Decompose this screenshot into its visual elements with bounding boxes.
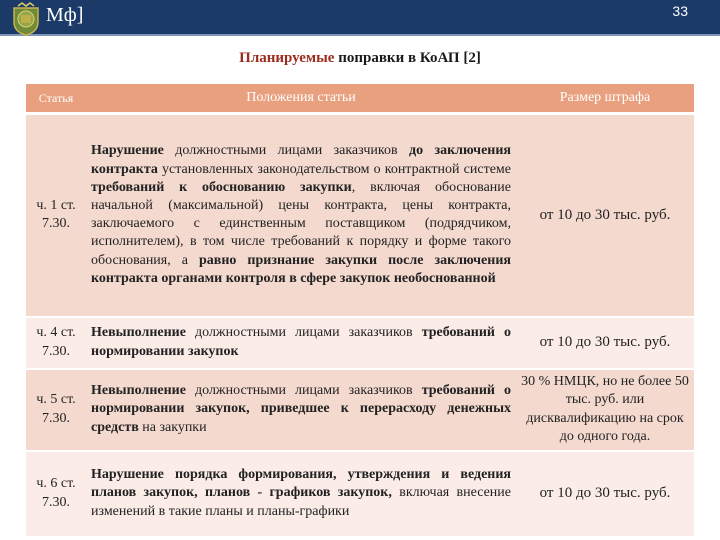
brand-logo-text: Мф] [46,4,84,26]
provision-text: Нарушение [91,143,176,159]
provision-text: , включая обоснование начальной (максимальной) цены контракта, цены контракта, заключаемого с единственным поставщиком (подрядчиком, исполнителем), в том числе требований к порядку и форме такого обоснования, а [91,179,511,268]
table-row [26,451,694,537]
article-cell: ч. 6 ст. 7.30. [26,451,86,537]
table-header-row [26,84,694,114]
top-bar-divider [0,34,720,36]
fine-cell: от 10 до 30 тыс. руб. [516,451,694,537]
table-row [26,317,694,369]
provision-text: требований о нормировании закупок, приведшее к перерасходу денежных средств [91,383,511,435]
provision-text: установленных законодательством о контрактной системе [162,161,511,177]
provision-text: должностными лицами заказчиков [195,325,422,341]
provision-cell [86,317,516,369]
provision-cell [86,451,516,537]
provision-text: должностными лицами заказчиков [175,143,409,159]
provision-text: должностными лицами заказчиков [195,383,422,399]
provision-cell [86,114,516,317]
provision-text: Нарушение порядка формирования, утверждения и ведения планов закупок, планов - графиков закупок, [91,467,511,501]
article-cell: ч. 1 ст. 7.30. [26,114,86,317]
header-provision: Положения статьи [86,84,516,114]
page-number: 33 [672,3,688,19]
article-cell: ч. 4 ст. 7.30. [26,317,86,369]
provision-cell [86,369,516,451]
fine-cell: 30 % НМЦК, но не более 50 тыс. руб. или дисквалификацию на срок до одного года. [516,369,694,451]
provision-text: на закупки [142,419,207,435]
table-row [26,369,694,451]
provision-text: Невыполнение [91,383,195,399]
fine-cell: от 10 до 30 тыс. руб. [516,114,694,317]
provision-text: равно признание закупки после заключения контракта органами контроля в сфере закупок необоснованной [91,252,511,286]
provision-text: до заключения контракта [91,143,511,177]
title-accent: Планируемые [239,50,335,66]
table-row [26,114,694,317]
header-article: Статья [26,84,86,114]
provision-text: Невыполнение [91,325,195,341]
provision-text: требований о нормировании закупок [91,325,511,359]
amendments-table [26,84,694,538]
article-cell: ч. 5 ст. 7.30. [26,369,86,451]
provision-text: включая внесение изменений в такие планы и планы-графики [91,485,511,519]
provision-text: требований к обоснованию закупки [91,179,352,195]
header-fine: Размер штрафа [516,84,694,114]
emblem-icon [10,2,42,36]
title-rest: поправки в КоАП [2] [338,50,481,66]
top-bar [0,0,720,34]
fine-cell: от 10 до 30 тыс. руб. [516,317,694,369]
page-title [0,50,720,67]
